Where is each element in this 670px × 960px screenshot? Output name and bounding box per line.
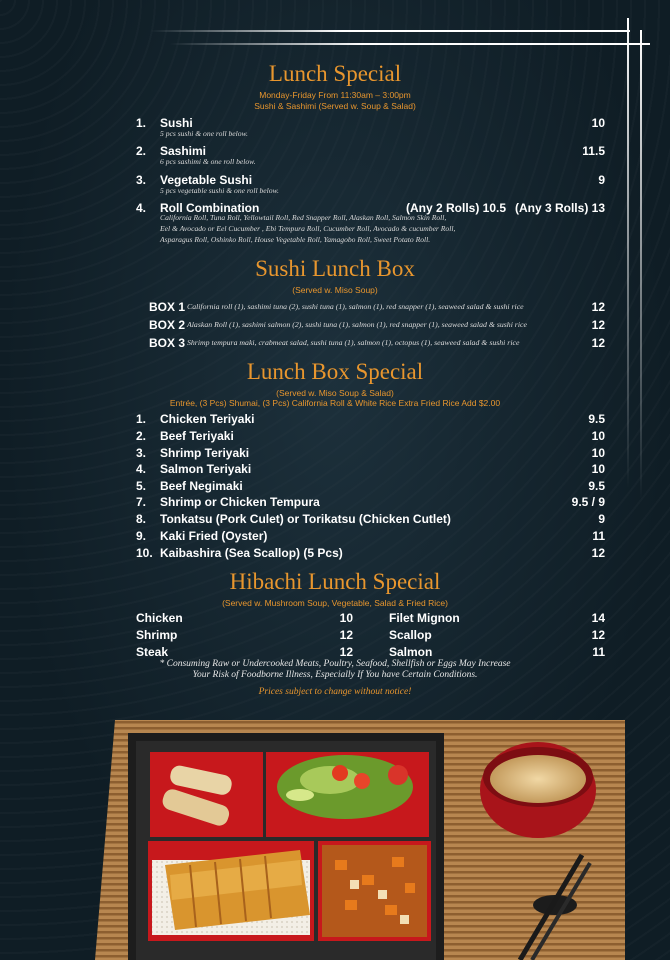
item-name: Steak	[136, 645, 169, 659]
item-name: Chicken Teriyaki	[160, 412, 255, 426]
combo-roll-list: Asparagus Roll, Oshinko Roll, House Vegetable Roll, Yamagobo Roll, Sweet Potato Roll.	[160, 235, 431, 244]
box-price: 12	[591, 336, 605, 350]
item-name: Sushi	[160, 116, 193, 130]
item-price: 9.5	[588, 479, 605, 493]
item-name: Filet Mignon	[389, 611, 460, 625]
item-name: Kaki Fried (Oyster)	[160, 529, 268, 543]
item-price: 11.5	[582, 144, 605, 158]
sushi-lunch-box-subtitle: (Served w. Miso Soup)	[292, 285, 378, 295]
lunch-box-special-title: Lunch Box Special	[246, 359, 424, 384]
box-label: BOX 3	[149, 336, 186, 350]
item-name: Roll Combination	[160, 201, 260, 215]
box-description: Shrimp tempura maki, crabmeat salad, sushi tuna (1), salmon (1), octopus (1), seaweed salad & sushi rice	[187, 338, 520, 347]
item-price: 9	[598, 173, 605, 187]
item-name: Shrimp Teriyaki	[160, 446, 250, 460]
item-number: 9.	[136, 529, 147, 543]
item-name: Scallop	[389, 628, 432, 642]
box-label: BOX 1	[149, 300, 186, 314]
hibachi-subtitle: (Served w. Mushroom Soup, Vegetable, Salad & Fried Rice)	[222, 598, 448, 608]
lunch-box-special-subtitle: (Served w. Miso Soup & Salad)	[276, 388, 394, 398]
item-number: 7.	[136, 495, 147, 509]
item-number: 4.	[136, 462, 147, 476]
box-price: 12	[591, 300, 605, 314]
price-change-notice: Prices subject to change without notice!	[258, 687, 412, 697]
item-description: 5 pcs sushi & one roll below.	[160, 129, 248, 138]
item-price: 9	[598, 512, 605, 526]
item-number: 2.	[136, 429, 147, 443]
frame-line-right	[627, 18, 629, 488]
item-price: 9.5 / 9	[571, 495, 605, 509]
item-price: 10	[591, 429, 605, 443]
item-price: 10	[339, 611, 353, 625]
item-price: 9.5	[588, 412, 605, 426]
item-name: Kaibashira (Sea Scallop) (5 Pcs)	[160, 546, 343, 560]
item-name: Shrimp or Chicken Tempura	[160, 495, 320, 509]
lunch-special-subtitle: Sushi & Sashimi (Served w. Soup & Salad)	[254, 101, 416, 111]
food-safety-warning: * Consuming Raw or Undercooked Meats, Poultry, Seafood, Shellfish or Eggs May Increase	[159, 659, 511, 669]
sushi-lunch-box-title: Sushi Lunch Box	[255, 256, 415, 281]
item-name: Salmon Teriyaki	[160, 462, 252, 476]
item-price: 12	[591, 546, 605, 560]
box-label: BOX 2	[149, 318, 186, 332]
item-number: 5.	[136, 479, 147, 493]
item-price: 12	[339, 628, 353, 642]
item-name: Beef Negimaki	[160, 479, 243, 493]
item-number: 8.	[136, 512, 147, 526]
item-price: 10	[591, 462, 605, 476]
lunch-special-title: Lunch Special	[268, 61, 402, 86]
item-price: 11	[592, 645, 605, 659]
combo-option-two-rolls: (Any 2 Rolls) 10.5	[406, 201, 507, 215]
item-number: 10.	[136, 546, 153, 560]
item-number: 3.	[136, 173, 147, 187]
item-price: 12	[339, 645, 353, 659]
item-name: Shrimp	[136, 628, 178, 642]
box-description: California roll (1), sashimi tuna (2), sushi tuna (1), salmon (1), red snapper (1), seaweed salad & sushi rice	[187, 302, 524, 311]
item-price: 10	[591, 446, 605, 460]
item-number: 1.	[136, 412, 147, 426]
lunch-box-special-includes: Entrée, (3 Pcs) Shumai, (3 Pcs) California Roll & White Rice Extra Fried Rice Add $2.00	[169, 398, 501, 408]
item-name: Salmon	[389, 645, 433, 659]
item-name: Beef Teriyaki	[160, 429, 234, 443]
item-name: Tonkatsu (Pork Culet) or Torikatsu (Chicken Cutlet)	[160, 512, 451, 526]
item-number: 4.	[136, 201, 147, 215]
combo-roll-list: Eel & Avocado or Eel Cucumber , Ebi Tempura Roll, Cucumber Roll, Avocado & cucumber Roll,	[160, 224, 456, 233]
item-number: 2.	[136, 144, 147, 158]
item-price: 11	[592, 529, 605, 543]
hibachi-lunch-special-title: Hibachi Lunch Special	[229, 569, 441, 594]
bento-box-photo	[0, 715, 670, 960]
frame-line-top-2	[170, 43, 650, 45]
item-description: 6 pcs sashimi & one roll below.	[160, 157, 256, 166]
item-name: Chicken	[136, 611, 183, 625]
item-name: Sashimi	[160, 144, 207, 158]
frame-line-top	[150, 30, 630, 32]
combo-option-three-rolls: (Any 3 Rolls) 13	[514, 201, 605, 215]
item-description: 5 pcs vegetable sushi & one roll below.	[160, 186, 279, 195]
item-price: 12	[591, 628, 605, 642]
item-number: 3.	[136, 446, 147, 460]
item-price: 14	[591, 611, 605, 625]
item-number: 1.	[136, 116, 147, 130]
box-price: 12	[591, 318, 605, 332]
item-name: Vegetable Sushi	[160, 173, 253, 187]
item-price: 10	[591, 116, 605, 130]
box-description: Alaskan Roll (1), sashimi salmon (2), sushi tuna (1), salmon (1), red snapper (1), seaweed salad & sushi rice	[187, 320, 527, 329]
miso-soup	[490, 755, 586, 803]
lunch-special-hours: Monday-Friday From 11:30am – 3:00pm	[259, 90, 411, 100]
combo-roll-list: California Roll, Tuna Roll, Yellowtail Roll, Red Snapper Roll, Alaskan Roll, Salmon Skin Roll,	[160, 213, 447, 222]
food-safety-warning-2: Your Risk of Foodborne Illness, Especially If You have Certain Conditions.	[192, 670, 478, 680]
